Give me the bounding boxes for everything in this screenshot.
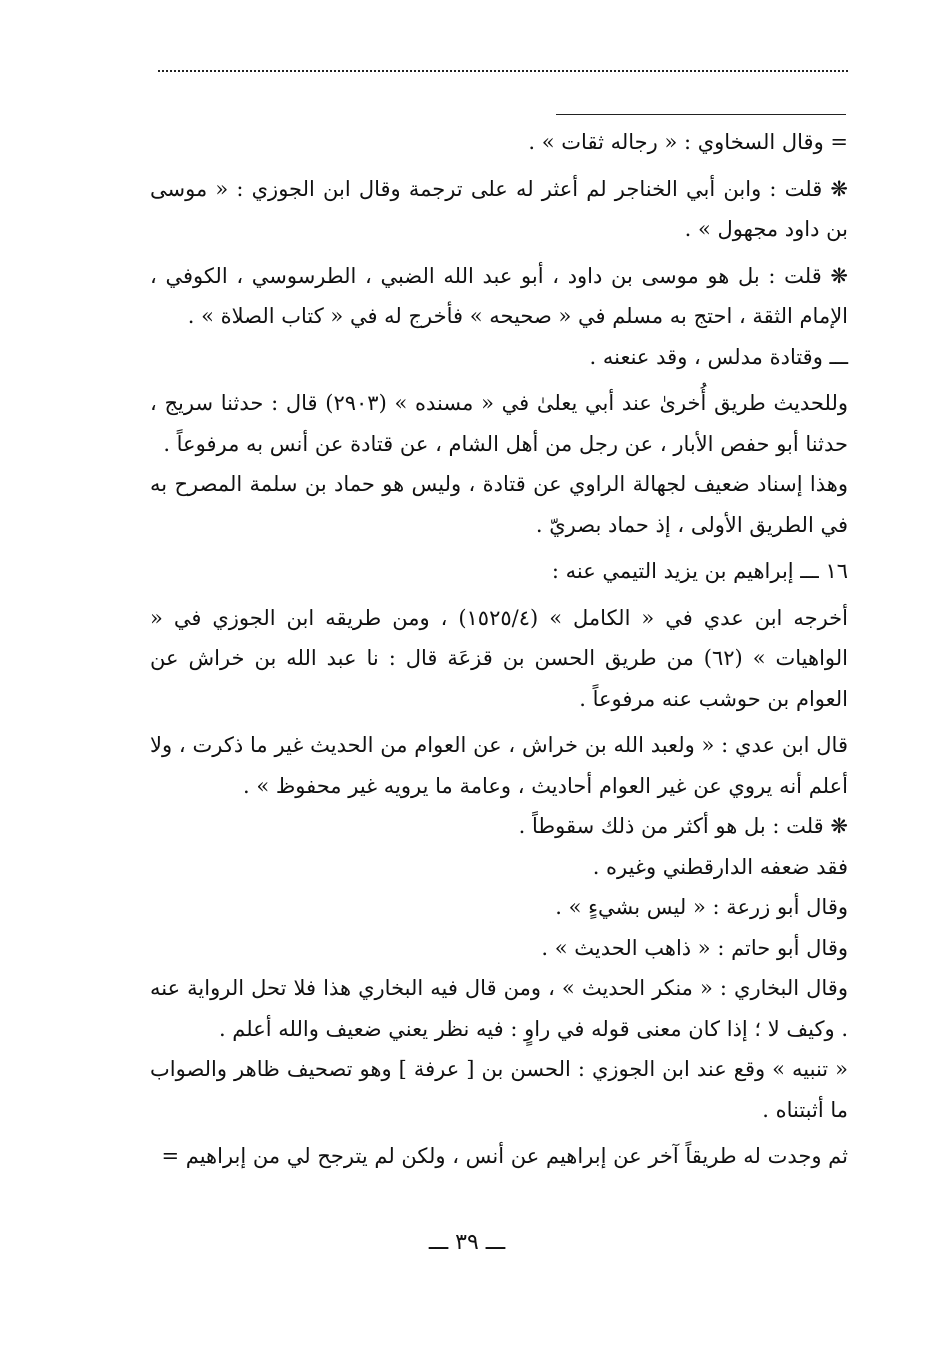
- paragraph: وقال أبو زرعة : « ليس بشيءٍ » .: [555, 895, 848, 919]
- paragraph: ثم وجدت له طريقاً آخر عن إبراهيم عن أنس ، ولكن لم يترجح لي من إبراهيم =: [161, 1144, 848, 1168]
- page-number: ـــ ٣٩ ـــ: [428, 1230, 506, 1255]
- section-heading: ١٦ ـــ إبراهيم بن يزيد التيمي عنه :: [551, 559, 848, 583]
- footnote-separator: [556, 114, 846, 115]
- page-body: [150, 122, 848, 1177]
- paragraph: وقال البخاري : « منكر الحديث » ، ومن قال فيه البخاري هذا فلا تحل الرواية عنه . وكيف لا ؛ إذا كان معنى قوله في راوٍ : فيه نظر يعني ضعيف والله أعلم .: [150, 976, 848, 1041]
- paragraph: وهذا إسناد ضعيف لجهالة الراوي عن قتادة ، وليس هو حماد بن سلمة المصرح به في الطريق الأولى ، إذ حماد بصريّ .: [150, 472, 848, 537]
- paragraph: ❋ قلت : بل هو أكثر من ذلك سقوطاً .: [518, 814, 848, 838]
- paragraph: = وقال السخاوي : « رجاله ثقات » .: [528, 130, 848, 154]
- paragraph: أخرجه ابن عدي في « الكامل » (١٥٢٥/٤) ، ومن طريقه ابن الجوزي في « الواهيات » (٦٢) من طريق الحسن بن قزعَة قال : نا عبد الله بن خراش عن العوام بن حوشب عنه مرفوعاً .: [150, 605, 849, 711]
- top-dotted-rule: [158, 70, 848, 72]
- paragraph: فقد ضعفه الدارقطني وغيره .: [592, 854, 848, 879]
- paragraph: « تنبيه » وقع عند ابن الجوزي : الحسن بن [ عرفة ] وهو تصحيف ظاهر والصواب ما أثبتناه .: [150, 1057, 848, 1122]
- paragraph: وقال أبو حاتم : « ذاهب الحديث » .: [541, 935, 848, 960]
- paragraph: ❋ قلت : بل هو موسى بن داود ، أبو عبد الله الضبي ، الطرسوسي ، الكوفي ، الإمام الثقة ، احتج به مسلم في « صحيحه » فأخرج له في « كتاب الصلاة » .: [150, 263, 848, 328]
- paragraph: وللحديث طريق أُخرىٰ عند أبي يعلىٰ في « مسنده » (٢٩٠٣) قال : حدثنا سريج ، حدثنا أبو حفص الأبار ، عن رجل من أهل الشام ، عن قتادة عن أنس به مرفوعاً .: [150, 391, 848, 456]
- paragraph: ❋ قلت : وابن أبي الخناجر لم أعثر له على ترجمة وقال ابن الجوزي : « موسى بن داود مجهول » .: [150, 176, 848, 241]
- paragraph: ـــ وقتادة مدلس ، وقد عنعنه .: [589, 344, 848, 369]
- paragraph: قال ابن عدي : « ولعبد الله بن خراش ، عن العوام من الحديث غير ما ذكرت ، ولا أعلم أنه يروي عن غير العوام أحاديث ، وعامة ما يرويه غير محفوظ » .: [150, 733, 848, 798]
